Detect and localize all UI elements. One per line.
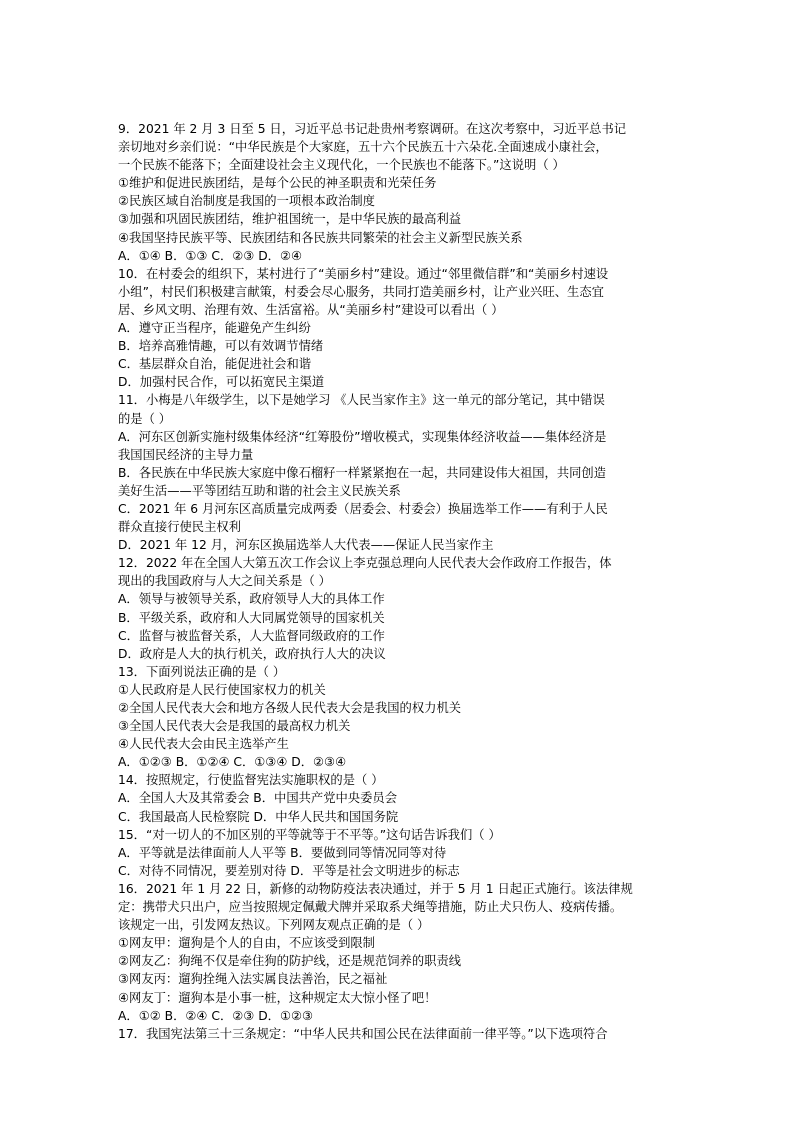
text-line: 我国国民经济的主导力量 — [118, 447, 254, 462]
text-line: 一个民族不能落下；全面建设社会主义现代化，一个民族也不能落下。”这说明（ ） — [118, 158, 565, 173]
text-line: 现出的我国政府与人大之间关系是（ ） — [118, 574, 331, 589]
text-line: ③网友丙：遛狗拴绳入法实属良法善治，民之福祉 — [118, 972, 388, 987]
text-line: A．平等就是法律面前人人平等 B．要做到同等情况同等对待 — [118, 845, 447, 860]
text-line: A．①② B．②④ C．②③ D．①②③ — [118, 1008, 314, 1023]
text-line: ②全国人民代表大会和地方各级人民代表大会是我国的权力机关 — [118, 701, 462, 715]
text-line: ③加强和巩固民族团结，维护祖国统一，是中华民族的最高利益 — [118, 212, 462, 227]
text-line: 美好生活——平等团结互助和谐的社会主义民族关系 — [118, 483, 401, 498]
text-line: ④我国坚持民族平等、民族团结和各民族共同繁荣的社会主义新型民族关系 — [118, 230, 523, 245]
text-line: D．加强村民合作，可以拓宽民主渠道 — [118, 375, 325, 390]
text-line: 居、乡风文明、治理有效、生活富裕。从“美丽乡村”建设可以看出（ ） — [118, 302, 504, 317]
text-line: B．各民族在中华民族大家庭中像石榴籽一样紧紧抱在一起，共同建设伟大祖国，共同创造 — [118, 465, 607, 480]
text-line: 15．“对一切人的不加区别的平等就等于不平等。”这句话告诉我们（ ） — [118, 827, 501, 842]
text-line: C．基层群众自治，能促进社会和谐 — [118, 357, 312, 372]
text-line: ③全国人民代表大会是我国的最高权力机关 — [118, 719, 351, 734]
text-line: 小组”，村民们积极建言献策，村委会尽心服务，共同打造美丽乡村，让产业兴旺、生态宜 — [118, 284, 604, 299]
text-line: D．2021 年 12 月，河东区换届选举人大代表——保证人民当家作主 — [118, 538, 494, 553]
text-line: B．培养高雅情趣，可以有效调节情绪 — [118, 339, 324, 354]
text-line: ④网友丁：遛狗本是小事一桩，这种规定太大惊小怪了吧！ — [118, 990, 437, 1005]
text-line: C．2021 年 6 月河东区高质量完成两委（居委会、村委会）换届选举工作——有利于人民 — [118, 501, 608, 516]
text-line: A．①④ B．①③ C．②③ D．②④ — [118, 248, 303, 263]
text-line: C．监督与被监督关系，人大监督同级政府的工作 — [118, 628, 385, 643]
text-line: ②民族区域自治制度是我国的一项根本政治制度 — [118, 194, 375, 209]
text-line: ①人民政府是人民行使国家权力的机关 — [118, 682, 326, 697]
text-line: C．我国最高人民检察院 D．中华人民共和国国务院 — [118, 809, 399, 824]
text-line: ④人民代表大会由民主选举产生 — [118, 737, 289, 752]
text-line: ②网友乙：狗绳不仅是牵住狗的防护线，还是规范饲养的职责线 — [118, 954, 462, 969]
text-line: ①维护和促进民族团结，是每个公民的神圣职责和光荣任务 — [118, 176, 437, 191]
text-line: 16．2021 年 1 月 22 日，新修的动物防疫法表决通过，并于 5 月 1 日起正式施行。该法律规 — [118, 881, 633, 896]
text-line: A．①②③ B．①②④ C．①③④ D．②③④ — [118, 755, 347, 770]
text-line: 11．小梅是八年级学生，以下是她学习 《人民当家作主》这一单元的部分笔记，其中错误 — [118, 393, 605, 408]
text-line: 的是（ ） — [118, 411, 172, 426]
text-line: 12．2022 年在全国人大第五次工作会议上李克强总理向人民代表大会作政府工作报告，体 — [118, 556, 612, 571]
text-line: A．全国人大及其常委会 B．中国共产党中央委员会 — [118, 791, 397, 806]
text-line: C．对待不同情况，要差别对待 D．平等是社会文明进步的标志 — [118, 863, 460, 878]
text-line: 该规定一出，引发网友热议。下列网友观点正确的是（ ） — [118, 918, 430, 933]
text-line: 14．按照规定，行使监督宪法实施职权的是（ ） — [118, 773, 384, 788]
text-line: ①网友甲：遛狗是个人的自由，不应该受到限制 — [118, 936, 375, 951]
text-line: D．政府是人大的执行机关，政府执行人大的决议 — [118, 646, 386, 661]
text-line: B．平级关系，政府和人大同属党领导的国家机关 — [118, 610, 385, 625]
text-line: 17．我国宪法第三十三条规定：“中华人民共和国公民在法律面前一律平等。”以下选项符合 — [118, 1026, 608, 1041]
text-line: 13．下面列说法正确的是（ ） — [118, 664, 286, 679]
text-line: 定：携带犬只出户，应当按照规定佩戴犬牌并采取系犬绳等措施，防止犬只伤人、疫病传播。 — [118, 900, 623, 915]
text-line: 10．在村委会的组织下，某村进行了“美丽乡村”建设。通过“邻里微信群”和“美丽乡村速设 — [118, 266, 609, 281]
text-line: 群众直接行使民主权利 — [118, 520, 241, 535]
text-line: A．领导与被领导关系，政府领导人大的具体工作 — [118, 592, 385, 607]
text-line: A．河东区创新实施村级集体经济“红筹股份”增收模式，实现集体经济收益——集体经济是 — [118, 429, 607, 444]
text-line: A．遵守正当程序，能避免产生纠纷 — [118, 321, 311, 336]
text-line: 亲切地对乡亲们说：“中华民族是个大家庭，五十六个民族五十六朵花.全面速成小康社会， — [118, 140, 608, 155]
text-line: 9．2021 年 2 月 3 日至 5 日，习近平总书记赴贵州考察调研。在这次考察中，习近平总书记 — [118, 122, 627, 136]
exam-page — [118, 120, 684, 1043]
